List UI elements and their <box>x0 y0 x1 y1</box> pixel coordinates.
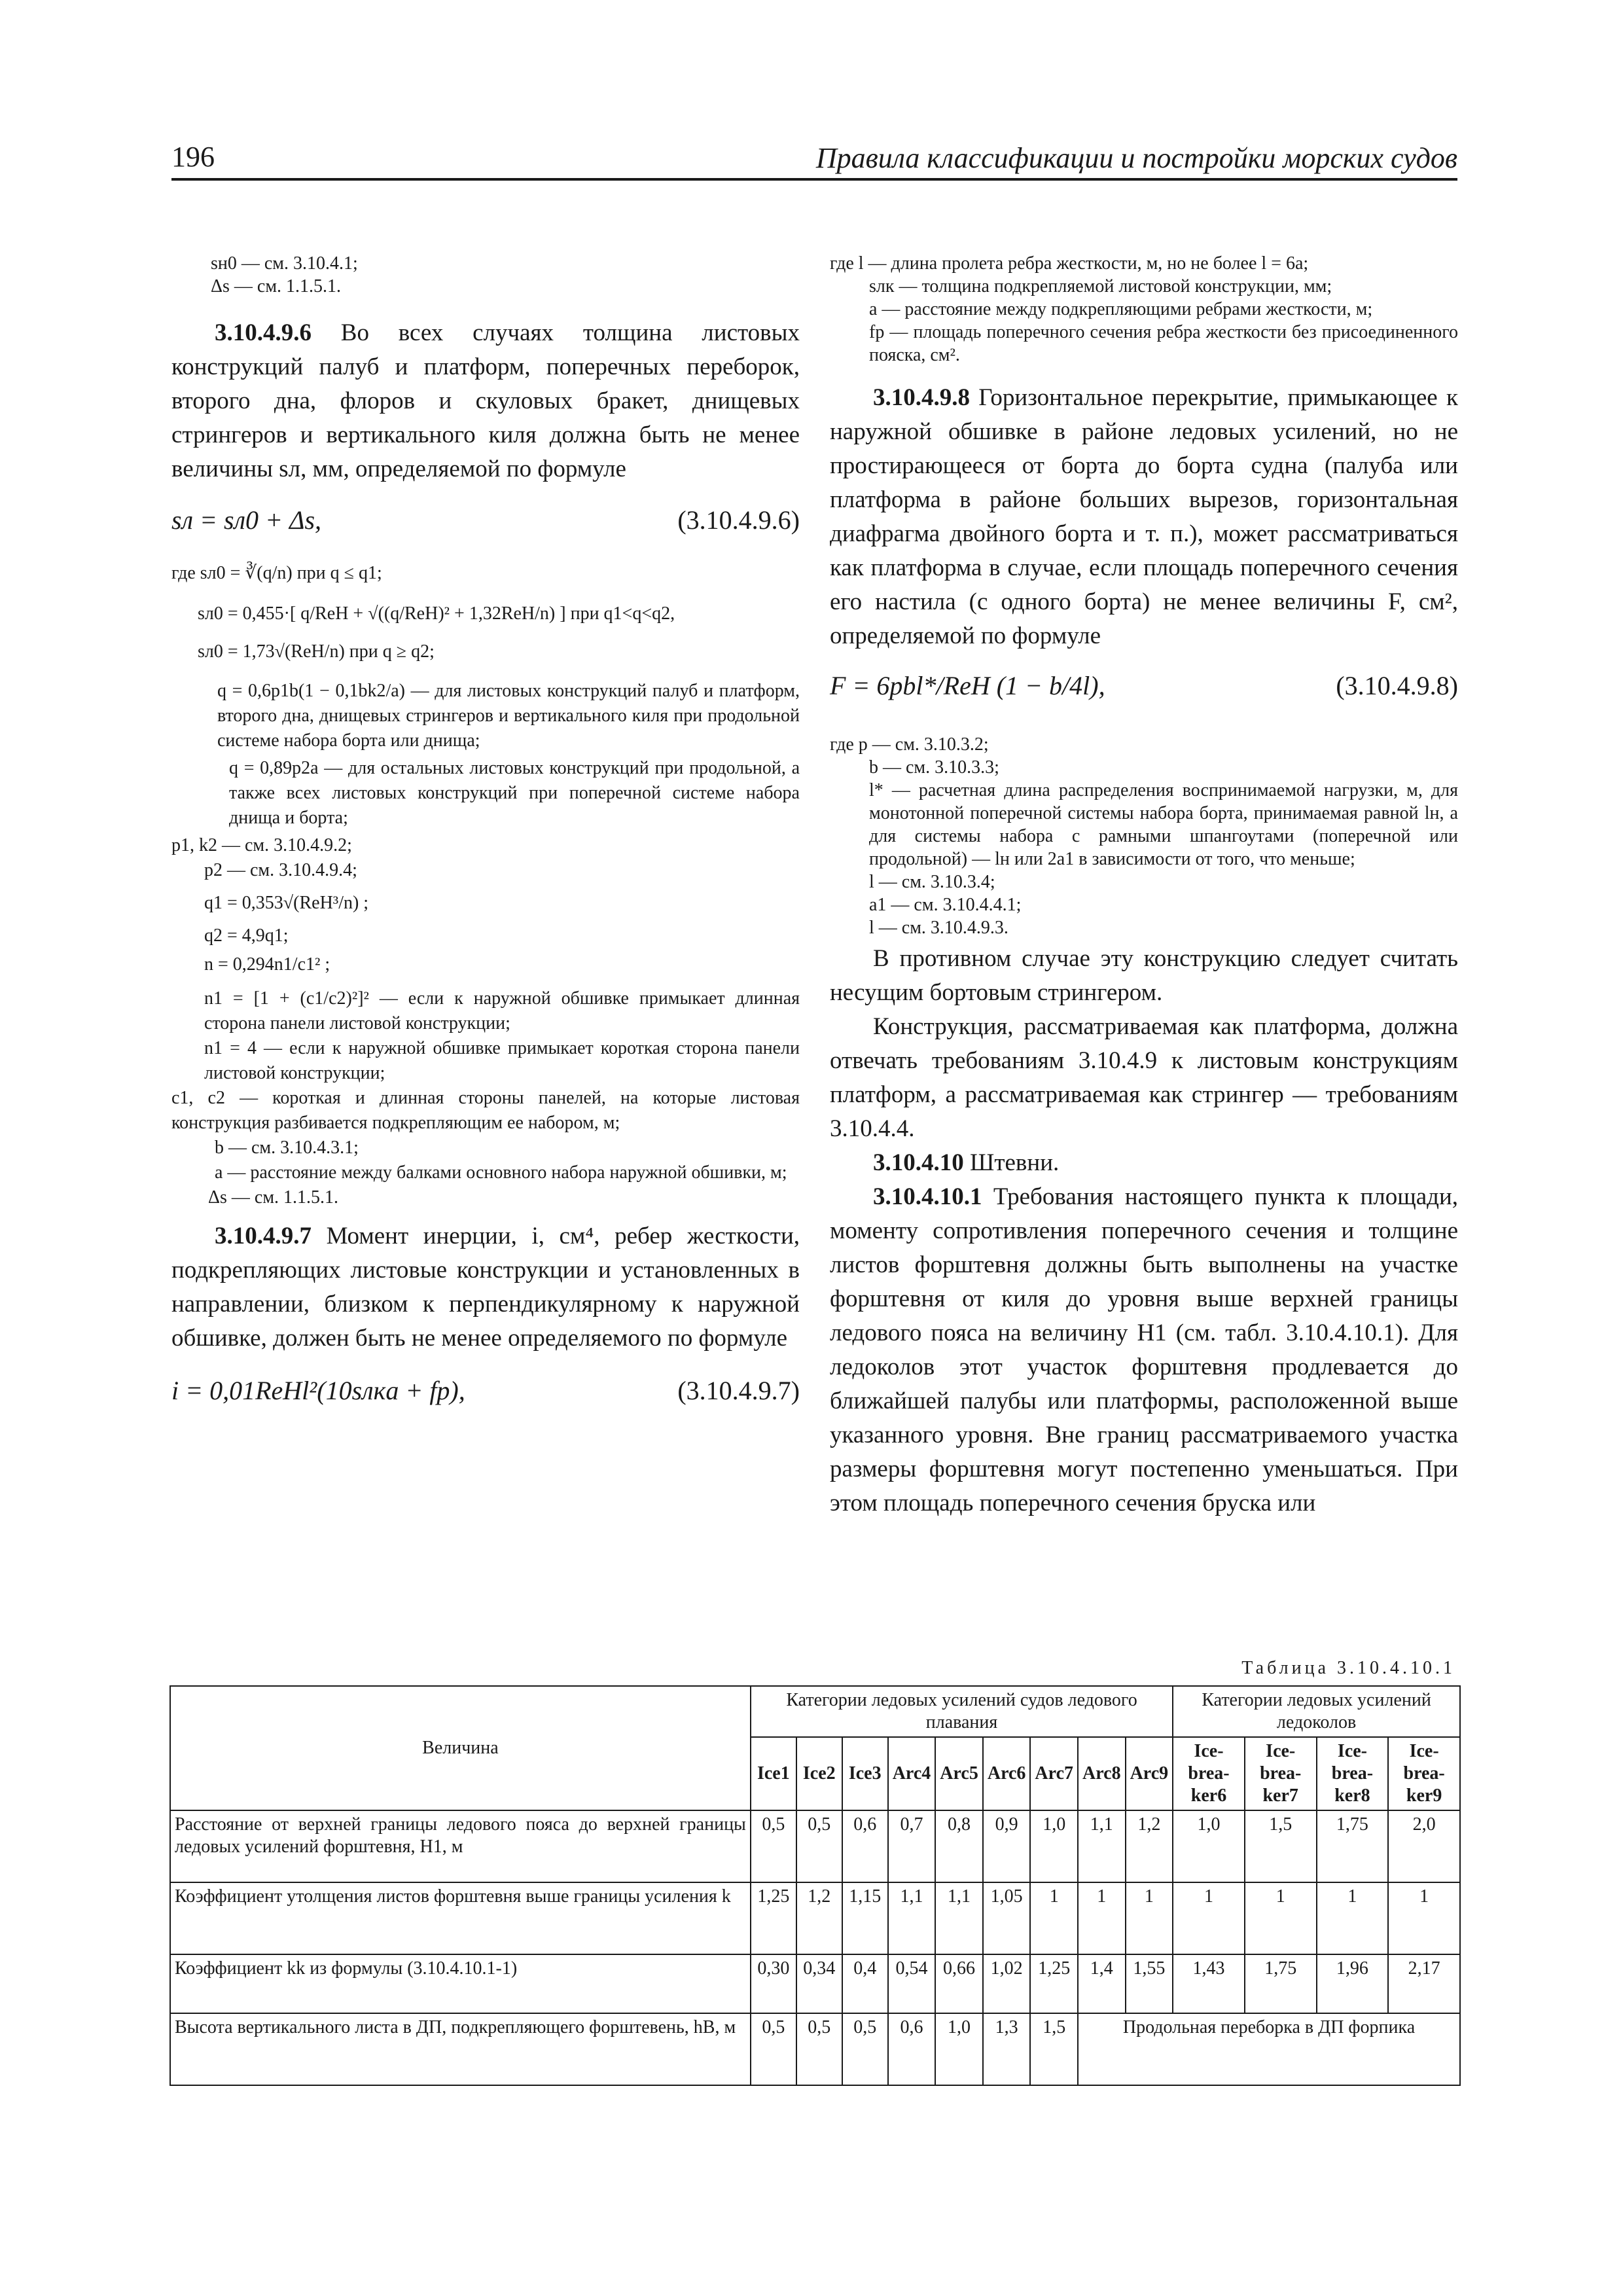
where-line: sлк — толщина подкрепляемой листовой конструкции, мм; <box>869 276 1332 296</box>
cat-header: Arc5 <box>935 1737 983 1810</box>
table-cell: 1,0 <box>935 2013 983 2085</box>
table-cell: 1 <box>1245 1882 1317 1954</box>
table-row <box>170 1810 1460 1882</box>
where-line: fр — площадь поперечного сечения ребра жесткости без присоединенного пояска, см². <box>869 322 1458 365</box>
where-line: где sл0 = ∛(q/n) при q ≤ q1; <box>171 563 382 583</box>
table-cell: 0,30 <box>751 1954 796 2013</box>
table-cell: 1,1 <box>1078 1810 1126 1882</box>
table-cell: 0,5 <box>751 2013 796 2085</box>
formula-number: (3.10.4.9.8) <box>1336 671 1458 700</box>
section-heading: Штевни. <box>970 1149 1060 1176</box>
header-rule <box>171 178 1457 181</box>
page-number: 196 <box>171 141 215 173</box>
cat-header: Arc8 <box>1078 1737 1126 1810</box>
ref-line: Δs — см. 1.1.5.1. <box>211 276 342 296</box>
table-cell: 0,5 <box>751 1810 796 1882</box>
where-line: n1 = 4 — если к наружной обшивке примыкает короткая сторона панели листовой конструкции; <box>204 1038 800 1083</box>
table-cell: 1 <box>1078 1882 1126 1954</box>
where-4-9-7 <box>830 252 1458 367</box>
table-cell: 1,75 <box>1245 1954 1317 2013</box>
where-line: q = 0,89p2a — для остальных листовых конструкций при продольной, а также всех листовых конструкций при поперечной системе набора днища и борта; <box>229 758 800 828</box>
row-label: Высота вертикального листа в ДП, подкрепляющего форштевень, hВ, м <box>170 2013 751 2085</box>
breaker-header: Ice-brea-ker9 <box>1388 1737 1460 1810</box>
table-cell: 0,34 <box>796 1954 842 2013</box>
para-number: 3.10.4.9.8 <box>873 384 970 411</box>
para-number: 3.10.4.10.1 <box>873 1183 982 1210</box>
table-cell: 1 <box>1388 1882 1460 1954</box>
where-block <box>171 561 800 1210</box>
where-line: где p — см. 3.10.3.2; <box>830 734 989 755</box>
table-row <box>170 1882 1460 1954</box>
where-line: a — расстояние между балками основного набора наружной обшивки, м; <box>215 1162 787 1183</box>
table-cell: 1,96 <box>1317 1954 1389 2013</box>
where-line: q2 = 4,9q1; <box>204 925 289 946</box>
breaker-header: Ice-brea-ker6 <box>1173 1737 1245 1810</box>
where-line: n1 = [1 + (c1/c2)²]² — если к наружной обшивке примыкает длинная сторона панели листовой конструкции; <box>204 988 800 1033</box>
cat-header: Ice3 <box>842 1737 888 1810</box>
where-line: q = 0,6p1b(1 − 0,1bk2/a) — для листовых конструкций палуб и платформ, второго дна, днищевых стрингеров и вертикального киля при продольной системе набора борта или днища; <box>217 681 800 751</box>
table-cell: 0,5 <box>842 2013 888 2085</box>
right-paragraphs <box>830 942 1458 1520</box>
table-cell: 1,25 <box>751 1882 796 1954</box>
table-cell: 1 <box>1317 1882 1389 1954</box>
table-cell: 1,0 <box>1173 1810 1245 1882</box>
cat-header: Arc4 <box>888 1737 936 1810</box>
formula-3-10-4-9-6 <box>171 505 800 544</box>
table-cell: 0,6 <box>888 2013 936 2085</box>
table-cell: 1,02 <box>983 1954 1031 2013</box>
table-cell: 0,7 <box>888 1810 936 1882</box>
table-cell: 1,2 <box>796 1882 842 1954</box>
row-label: Расстояние от верхней границы ледового пояса до верхней границы ледовых усилений форштевня, H1, м <box>170 1810 751 1882</box>
table-cell: 1,15 <box>842 1882 888 1954</box>
table-cell: 0,8 <box>935 1810 983 1882</box>
formula-3-10-4-9-8 <box>830 670 1458 709</box>
para-number: 3.10.4.9.7 <box>215 1223 312 1249</box>
table-cell: 1,4 <box>1078 1954 1126 2013</box>
where-line: l — см. 3.10.4.9.3. <box>869 918 1008 938</box>
where-line: q1 = 0,353√(ReH³/n) ; <box>204 893 369 913</box>
para-3-10-4-9-8 <box>830 381 1458 653</box>
breaker-header: Ice-brea-ker7 <box>1245 1737 1317 1810</box>
para-text: В противном случае эту конструкцию следует считать несущим бортовым стрингером. <box>830 945 1458 1006</box>
merged-cell: Продольная переборка в ДП форпика <box>1078 2013 1460 2085</box>
para-3-10-4-9-6 <box>171 316 800 486</box>
table-row <box>170 1954 1460 2013</box>
table-cell: 1,5 <box>1030 2013 1078 2085</box>
where-line: l — см. 3.10.3.4; <box>869 872 995 892</box>
para-text: Конструкция, рассматриваемая как платформа, должна отвечать требованиям 3.10.4.9 к листовым конструкциям платформ, а рассматриваемая как стрингер — требованиям 3.10.4.4. <box>830 1013 1458 1142</box>
where-line: p2 — см. 3.10.4.9.4; <box>204 860 357 880</box>
data-table <box>169 1685 1461 2086</box>
where-line: a1 — см. 3.10.4.4.1; <box>869 895 1022 915</box>
left-column <box>171 252 800 1414</box>
table-cell: 1,2 <box>1126 1810 1173 1882</box>
table-caption: Таблица 3.10.4.10.1 <box>1241 1658 1455 1678</box>
table-cell: 2,0 <box>1388 1810 1460 1882</box>
where-line: sл0 = 1,73√(ReH/n) при q ≥ q2; <box>198 641 435 662</box>
table-cell: 1,43 <box>1173 1954 1245 2013</box>
formula-expression: F = 6pbl*/ReH (1 − b/4l), <box>830 671 1105 700</box>
ref-line: sн0 — см. 3.10.4.1; <box>211 253 358 274</box>
table-cell: 1 <box>1173 1882 1245 1954</box>
para-text: Момент инерции, i, см⁴, ребер жесткости, подкрепляющих листовые конструкции и установленных в направлении, близком к перпендикулярному к наружной обшивке, должен быть не менее определяемого по формуле <box>171 1223 800 1352</box>
right-column <box>830 252 1458 1520</box>
where-4-9-8 <box>830 733 1458 939</box>
row-label: Коэффициент kk из формулы (3.10.4.10.1-1) <box>170 1954 751 2013</box>
formula-expression: i = 0,01ReHl²(10sлкa + fр), <box>171 1376 465 1405</box>
where-line: n = 0,294n1/c1² ; <box>204 954 330 975</box>
table-header-row <box>170 1686 1460 1737</box>
table-cell: 1,1 <box>935 1882 983 1954</box>
header-group-ice: Категории ледовых усилений судов ледового плавания <box>751 1686 1173 1737</box>
table-cell: 1,25 <box>1030 1954 1078 2013</box>
table-cell: 1,1 <box>888 1882 936 1954</box>
formula-3-10-4-9-7 <box>171 1375 800 1414</box>
where-line: где l — длина пролета ребра жесткости, м, но не более l = 6a; <box>830 253 1309 274</box>
table-row <box>170 2013 1460 2085</box>
table-cell: 1,0 <box>1030 1810 1078 1882</box>
running-title: Правила классификации и постройки морских судов <box>815 142 1457 174</box>
table-cell: 1,05 <box>983 1882 1031 1954</box>
where-line: b — см. 3.10.4.3.1; <box>215 1138 359 1158</box>
table-cell: 1,3 <box>983 2013 1031 2085</box>
cat-header: Arc7 <box>1030 1737 1078 1810</box>
cat-header: Ice1 <box>751 1737 796 1810</box>
table-cell: 0,6 <box>842 1810 888 1882</box>
table-cell: 0,9 <box>983 1810 1031 1882</box>
table-cell: 0,5 <box>796 1810 842 1882</box>
table-cell: 0,66 <box>935 1954 983 2013</box>
table-cell: 0,5 <box>796 2013 842 2085</box>
cat-header: Arc9 <box>1126 1737 1173 1810</box>
para-3-10-4-9-7 <box>171 1219 800 1355</box>
cat-header: Arc6 <box>983 1737 1031 1810</box>
table-cell: 0,4 <box>842 1954 888 2013</box>
header-group-breakers: Категории ледовых усилений ледоколов <box>1173 1686 1460 1737</box>
para-text: Во всех случаях толщина листовых конструкций палуб и платформ, поперечных переборок, второго дна, флоров и скуловых бракет, днищевых стрингеров и вертикального киля должна быть не менее величины sл, мм, определяемой по формуле <box>171 319 800 482</box>
para-number: 3.10.4.9.6 <box>215 319 312 346</box>
where-line: sл0 = 0,455·[ q/ReH + √((q/ReH)² + 1,32ReH/n) ] при q1<q<q2, <box>198 603 675 624</box>
table-cell: 1 <box>1126 1882 1173 1954</box>
formula-expression: sл = sл0 + Δs, <box>171 505 322 535</box>
where-line: b — см. 3.10.3.3; <box>869 757 999 778</box>
table-cell: 2,17 <box>1388 1954 1460 2013</box>
formula-number: (3.10.4.9.7) <box>677 1376 800 1405</box>
cat-header: Ice2 <box>796 1737 842 1810</box>
table-cell: 1,55 <box>1126 1954 1173 2013</box>
where-line: a — расстояние между подкрепляющими ребрами жесткости, м; <box>869 299 1373 319</box>
top-refs <box>171 252 800 298</box>
where-line: l* — расчетная длина распределения воспринимаемой нагрузки, м, для монотонной поперечной системы набора борта, принимаемая равной lн, а для системы набора с рамными шпангоутами (поперечной или продольной) — lн или 2a1 в зависимости от того, что меньше; <box>869 780 1458 869</box>
header-quantity: Величина <box>170 1686 751 1810</box>
row-label: Коэффициент утолщения листов форштевня выше границы усиления k <box>170 1882 751 1954</box>
formula-number: (3.10.4.9.6) <box>677 505 800 535</box>
where-line: c1, c2 — короткая и длинная стороны панелей, на которые листовая конструкция разбивается подкрепляющим ее набором, м; <box>171 1088 800 1133</box>
para-text: Горизонтальное перекрытие, примыкающее к наружной обшивке в районе ледовых усилений, но не простирающееся от борта до борта судна (палуба или платформа в районе больших вырезов, горизонтальная диафрагма двойного борта и т. п.), может рассматриваться как платформа в случае, если площадь поперечного сечения его настила (с одного борта) не менее величины F, см², определяемой по формуле <box>830 384 1458 649</box>
para-text: Требования настоящего пункта к площади, моменту сопротивления поперечного сечения и толщине листов форштевня должны быть выполнены на участке форштевня от киля до уровня выше верхней границы ледового пояса на величину H1 (см. табл. 3.10.4.10.1). Для ледоколов этот участок форштевня продлевается до ближайшей палубы или платформы, расположенной выше указанного уровня. Вне границ рассматриваемого участка размеры форштевня могут постепенно уменьшаться. При этом площадь поперечного сечения бруска или <box>830 1183 1459 1516</box>
para-number: 3.10.4.10 <box>873 1149 964 1176</box>
breaker-header: Ice-brea-ker8 <box>1317 1737 1389 1810</box>
table-cell: 0,54 <box>888 1954 936 2013</box>
where-line: Δs — см. 1.1.5.1. <box>208 1187 339 1208</box>
table-cell: 1,5 <box>1245 1810 1317 1882</box>
table-cell: 1,75 <box>1317 1810 1389 1882</box>
table-cell: 1 <box>1030 1882 1078 1954</box>
where-line: p1, k2 — см. 3.10.4.9.2; <box>171 835 352 855</box>
